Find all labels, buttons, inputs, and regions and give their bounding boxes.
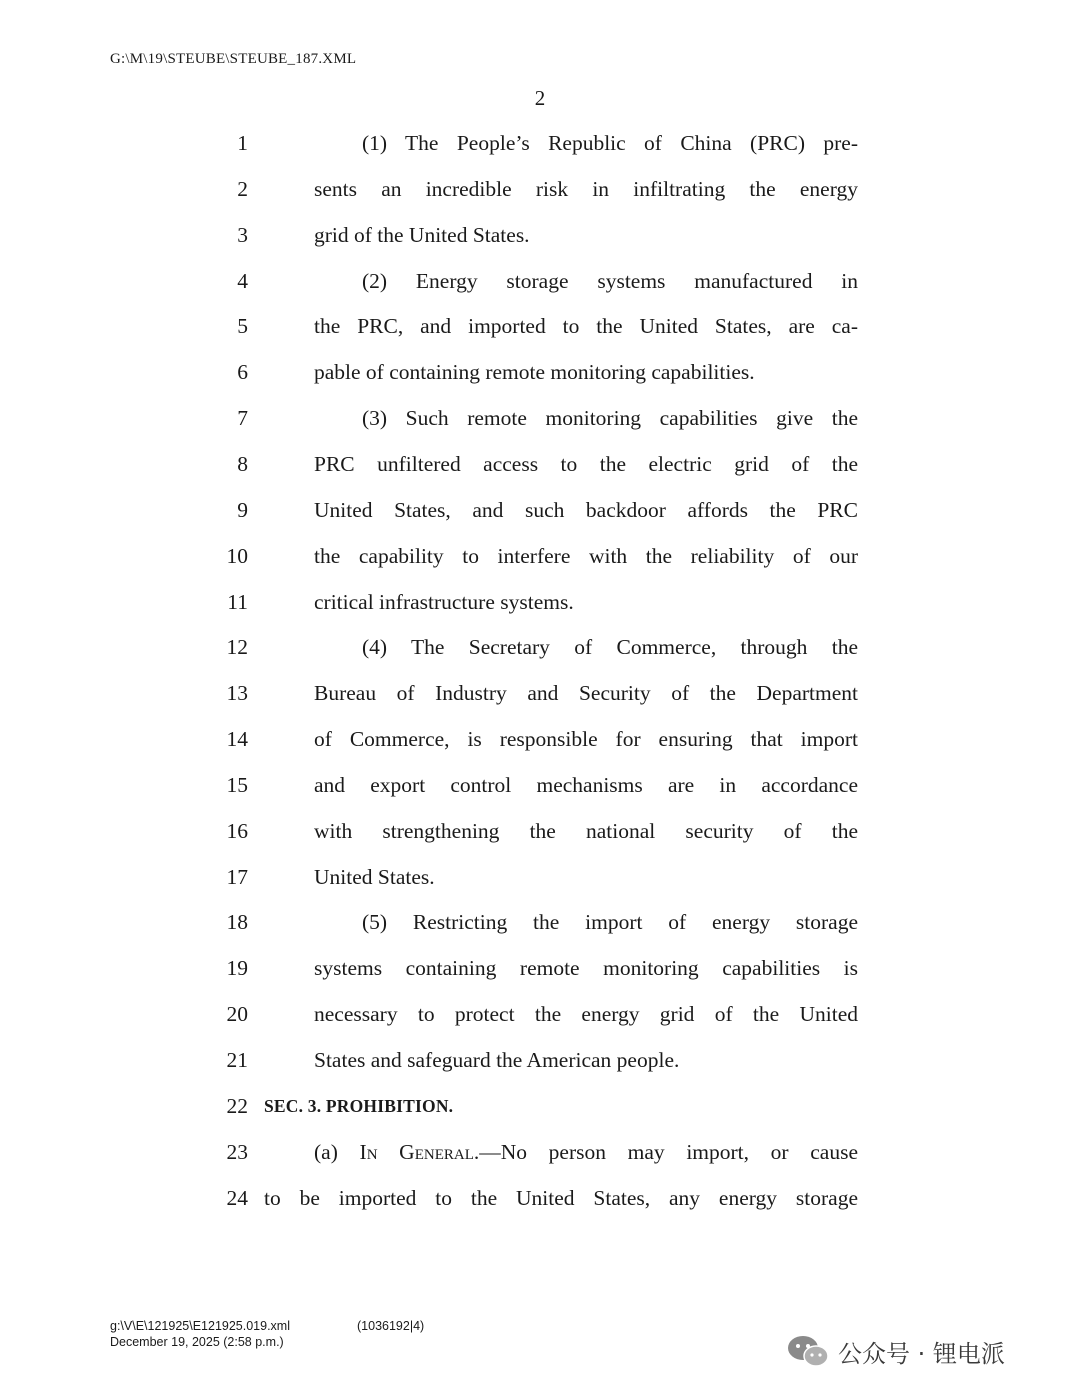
- line-number: 20: [226, 1002, 248, 1027]
- subsection-text: .—No person may import, or cause: [473, 1139, 858, 1164]
- line-text: (2) Energy storage systems manufactured in: [362, 268, 858, 293]
- wechat-icon: [786, 1333, 830, 1369]
- line-number: 11: [227, 589, 248, 614]
- text-line: [0, 670, 1080, 716]
- text-line: [0, 303, 1080, 349]
- footer-file-info: [110, 1318, 290, 1350]
- text-line: [0, 441, 1080, 487]
- line-text: sents an incredible risk in infiltrating the energy: [314, 176, 858, 201]
- line-text: necessary to protect the energy grid of the United: [314, 1002, 858, 1027]
- line-text: States and safeguard the American people.: [314, 1048, 680, 1072]
- line-text: and export control mechanisms are in accordance: [314, 772, 858, 797]
- line-number: 18: [226, 910, 248, 935]
- text-line: [0, 808, 1080, 854]
- line-text: of Commerce, is responsible for ensuring that import: [314, 727, 858, 752]
- line-number: 4: [237, 268, 248, 293]
- text-line: [0, 395, 1080, 441]
- text-line: [0, 899, 1080, 945]
- text-line: [0, 1129, 1080, 1175]
- line-number: 13: [226, 681, 248, 706]
- line-text: United States.: [314, 864, 435, 889]
- watermark-text: 公众号 · 锂电派: [838, 1339, 1005, 1368]
- line-number: 9: [237, 497, 248, 522]
- line-number: 14: [226, 727, 248, 752]
- text-line: [0, 716, 1080, 762]
- line-number: 8: [237, 451, 248, 476]
- text-line: [0, 991, 1080, 1037]
- line-text: grid of the United States.: [314, 222, 530, 247]
- line-text: the capability to interfere with the reliability of our: [314, 543, 858, 568]
- line-text: critical infrastructure systems.: [314, 589, 574, 614]
- line-number: 12: [226, 635, 248, 660]
- line-number: 19: [226, 956, 248, 981]
- line-number: 7: [237, 406, 248, 431]
- line-number: 17: [226, 864, 248, 889]
- text-line: [0, 212, 1080, 258]
- text-line: [0, 533, 1080, 579]
- line-number: 15: [226, 772, 248, 797]
- line-text: (1) The People’s Republic of China (PRC) pre-: [362, 131, 858, 155]
- page-number: 2: [534, 86, 546, 110]
- line-number: 23: [226, 1139, 248, 1164]
- line-text: United States, and such backdoor affords the PRC: [314, 497, 858, 522]
- text-line: [0, 487, 1080, 533]
- file-path: G:\M\19\STEUBE\STEUBE_187.XML: [110, 51, 357, 67]
- text-line: [0, 579, 1080, 625]
- text-line: [0, 1175, 1080, 1221]
- line-text: [314, 1129, 858, 1175]
- line-number: 21: [226, 1048, 248, 1072]
- line-number: 5: [237, 314, 248, 339]
- text-line: [0, 349, 1080, 395]
- footer-date: December 19, 2025 (2:58 p.m.): [110, 1335, 284, 1349]
- line-text: (4) The Secretary of Commerce, through the: [362, 635, 858, 660]
- line-text: with strengthening the national security of the: [314, 818, 858, 843]
- section-heading: SEC. 3. PROHIBITION.: [264, 1095, 454, 1116]
- line-text: (3) Such remote monitoring capabilities give the: [362, 406, 858, 431]
- text-line: [0, 120, 1080, 166]
- line-text: pable of containing remote monitoring capabilities.: [314, 360, 755, 385]
- line-number: 22: [226, 1093, 248, 1118]
- line-number: 1: [237, 131, 248, 155]
- line-number: 6: [237, 360, 248, 385]
- footer-code: (1036192|4): [357, 1319, 425, 1333]
- line-text: to be imported to the United States, any energy storage: [264, 1185, 858, 1210]
- text-line: [0, 258, 1080, 304]
- text-line: [0, 945, 1080, 991]
- text-line: [0, 1037, 1080, 1083]
- line-text: (5) Restricting the import of energy storage: [362, 910, 858, 935]
- footer-file-ref: g:\V\E\121925\E121925.019.xml: [110, 1319, 290, 1333]
- text-line: [0, 166, 1080, 212]
- line-text: the PRC, and imported to the United States, are ca-: [314, 314, 858, 339]
- line-text: Bureau of Industry and Security of the Department: [314, 681, 858, 706]
- line-number: 16: [226, 818, 248, 843]
- text-line: [0, 854, 1080, 900]
- line-number: 2: [237, 176, 248, 201]
- subsection-title: In General: [359, 1139, 474, 1164]
- line-number: 3: [237, 222, 248, 247]
- line-number: 24: [226, 1185, 248, 1210]
- line-text: PRC unfiltered access to the electric grid of the: [314, 451, 858, 476]
- text-line: [0, 624, 1080, 670]
- line-text: systems containing remote monitoring capabilities is: [314, 956, 858, 981]
- line-number: 10: [226, 543, 248, 568]
- watermark: [786, 1333, 1005, 1369]
- text-line: [0, 1083, 1080, 1129]
- text-line: [0, 762, 1080, 808]
- subsection-label: (a): [314, 1139, 360, 1164]
